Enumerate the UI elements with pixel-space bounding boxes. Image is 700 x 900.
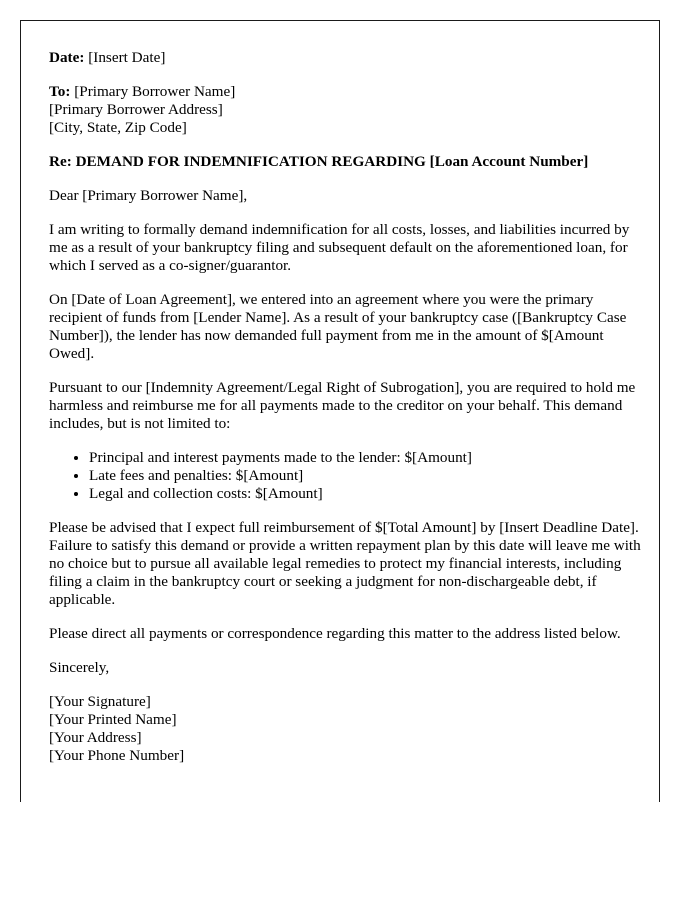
subject-line — [49, 153, 649, 171]
signoff: Sincerely, — [49, 659, 110, 676]
recipient-name: [Primary Borrower Name] — [74, 83, 236, 100]
letter-page — [20, 20, 660, 802]
body-paragraph-1: I am writing to formally demand indemnification for all costs, losses, and liabilities incurred by me as a result of your bankruptcy filing and subsequent default on the aforementioned loan, for which I served as a co-signer/guarantor. — [49, 221, 630, 274]
recipient-name-line — [49, 83, 649, 101]
printed-name-line: [Your Printed Name] — [49, 711, 177, 728]
date-label: Date: — [49, 49, 85, 66]
demand-list — [49, 449, 649, 503]
sender-address-line: [Your Address] — [49, 729, 142, 746]
list-item: • Late fees and penalties: $[Amount] — [89, 467, 649, 485]
list-item: • Legal and collection costs: $[Amount] — [89, 485, 649, 503]
subject-text: Re: DEMAND FOR INDEMNIFICATION REGARDING [Loan Account Number] — [49, 153, 589, 170]
salutation: Dear [Primary Borrower Name], — [49, 187, 248, 204]
signature-line: [Your Signature] — [49, 693, 151, 710]
date-value: [Insert Date] — [88, 49, 166, 66]
closing-paragraph-2: Please direct all payments or correspondence regarding this matter to the address listed below. — [49, 625, 621, 642]
sender-phone-line: [Your Phone Number] — [49, 747, 185, 764]
letter-content — [49, 49, 649, 765]
recipient-block — [49, 83, 649, 137]
recipient-city-state-zip: [City, State, Zip Code] — [49, 119, 187, 136]
body-paragraph-3: Pursuant to our [Indemnity Agreement/Legal Right of Subrogation], you are required to hold me harmless and reimburse me for all payments made to the creditor on your behalf. This demand includes, but is not limited to: — [49, 379, 636, 432]
to-label: To: — [49, 83, 71, 100]
signature-block — [49, 693, 649, 765]
list-item: • Principal and interest payments made to the lender: $[Amount] — [89, 449, 649, 467]
body-paragraph-2: On [Date of Loan Agreement], we entered into an agreement where you were the primary recipient of funds from [Lender Name]. As a result of your bankruptcy case ([Bankruptcy Case Number]), the lender has now demanded full payment from me in the amount of $[Amount Owed]. — [49, 291, 627, 362]
date-line — [49, 49, 649, 67]
closing-paragraph-1: Please be advised that I expect full reimbursement of $[Total Amount] by [Insert Deadline Date]. Failure to satisfy this demand or provide a written repayment plan by this date will leave me with no choice but to pursue all available legal remedies to protect my financial interests, including filing a claim in the bankruptcy court or seeking a judgment for non-dischargeable debt, if applicable. — [49, 519, 641, 608]
recipient-address: [Primary Borrower Address] — [49, 101, 223, 118]
